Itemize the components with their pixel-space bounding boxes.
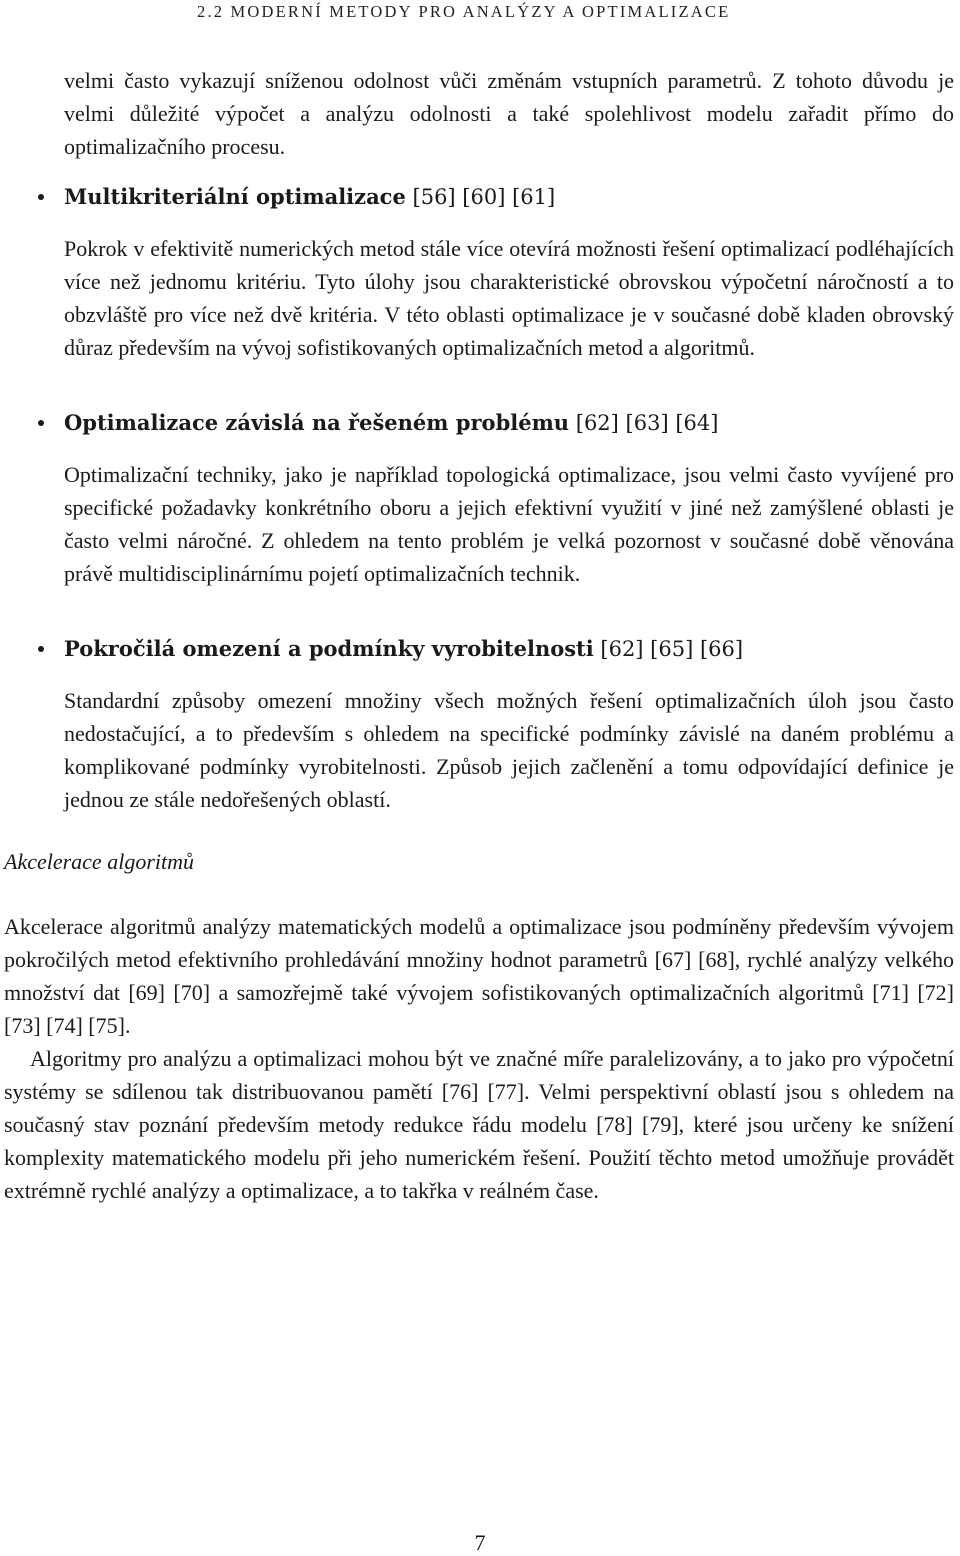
bullet-item — [64, 634, 954, 816]
bullet-citations: [62] [65] [66] — [593, 637, 744, 661]
bullet-title: Multikriteriální optimalizace — [64, 184, 406, 209]
bullet-heading — [64, 634, 954, 664]
bullet-dot-icon — [38, 194, 44, 200]
body-paragraph: Akcelerace algoritmů analýzy matematických modelů a optimalizace jsou podmíněny především vývojem pokročilých metod efektivního prohledávání množiny hodnot parametrů [67] [68], rychlé analýzy velkého množství dat [69] [70] a samozřejmě také vývojem sofistikovaných optimalizačních algoritmů [71] [72] [73] [74] [75]. — [4, 914, 954, 1038]
bullet-item — [64, 182, 954, 364]
bullet-item — [64, 408, 954, 590]
section-heading: Akcelerace algoritmů — [4, 849, 194, 874]
bullet-body: Standardní způsoby omezení množiny všech možných řešení optimalizačních úloh jsou často nedostačující, a to především s ohledem na specifické podmínky závislé na daném problému a komplikované podmínky vyrobitelnosti. Způsob jejich začlenění a tomu odpovídající definice je jednou ze stále nedořešených oblastí. — [64, 688, 954, 812]
bullet-citations: [62] [63] [64] — [569, 411, 719, 435]
bullet-dot-icon — [38, 420, 44, 426]
bullet-body: Pokrok v efektivitě numerických metod stále více otevírá možnosti řešení optimalizací podléhajících více než jednomu kritériu. Tyto úlohy jsou charakteristické obrovskou výpočetní náročností a to obzvláště pro více než dvě kritéria. V této oblasti optimalizace je v současné době kladen obrovský důraz především na vývoj sofistikovaných optimalizačních metod a algoritmů. — [64, 236, 954, 360]
body-paragraph: Algoritmy pro analýzu a optimalizaci mohou být ve značné míře paralelizovány, a to jako pro výpočetní systémy se sdílenou tak distribuovanou pamětí [76] [77]. Velmi perspektivní oblastí jsou s ohledem na současný stav poznání především metody redukce řádu modelu [78] [79], které jsou určeny ke snížení komplexity matematického modelu při jeho numerickém řešení. Použití těchto metod umožňuje provádět extrémně rychlé analýzy a optimalizace, a to takřka v reálném čase. — [4, 1046, 954, 1203]
bullet-title: Optimalizace závislá na řešeném problému — [64, 410, 570, 435]
bullet-heading — [64, 408, 954, 438]
bullet-heading — [64, 182, 954, 212]
running-head: 2.2 MODERNÍ METODY PRO ANALÝZY A OPTIMALIZACE — [197, 2, 731, 21]
intro-paragraph: velmi často vykazují sníženou odolnost vůči změnám vstupních parametrů. Z tohoto důvodu je velmi důležité výpočet a analýzu odolnosti a také spolehlivost modelu zařadit přímo do optimalizačního procesu. — [64, 68, 954, 159]
bullet-body: Optimalizační techniky, jako je například topologická optimalizace, jsou velmi často vyvíjené pro specifické požadavky konkrétního oboru a jejich efektivní využití v jiné než zamýšlené oblasti je často velmi náročné. Z ohledem na tento problém je velká pozornost v současné době věnována právě multidisciplinárnímu pojetí optimalizačních technik. — [64, 462, 954, 586]
bullet-citations: [56] [60] [61] — [405, 185, 556, 209]
bullet-dot-icon — [38, 646, 44, 652]
bullet-title: Pokročilá omezení a podmínky vyrobitelnosti — [64, 636, 594, 661]
page-number: 7 — [474, 1530, 486, 1555]
